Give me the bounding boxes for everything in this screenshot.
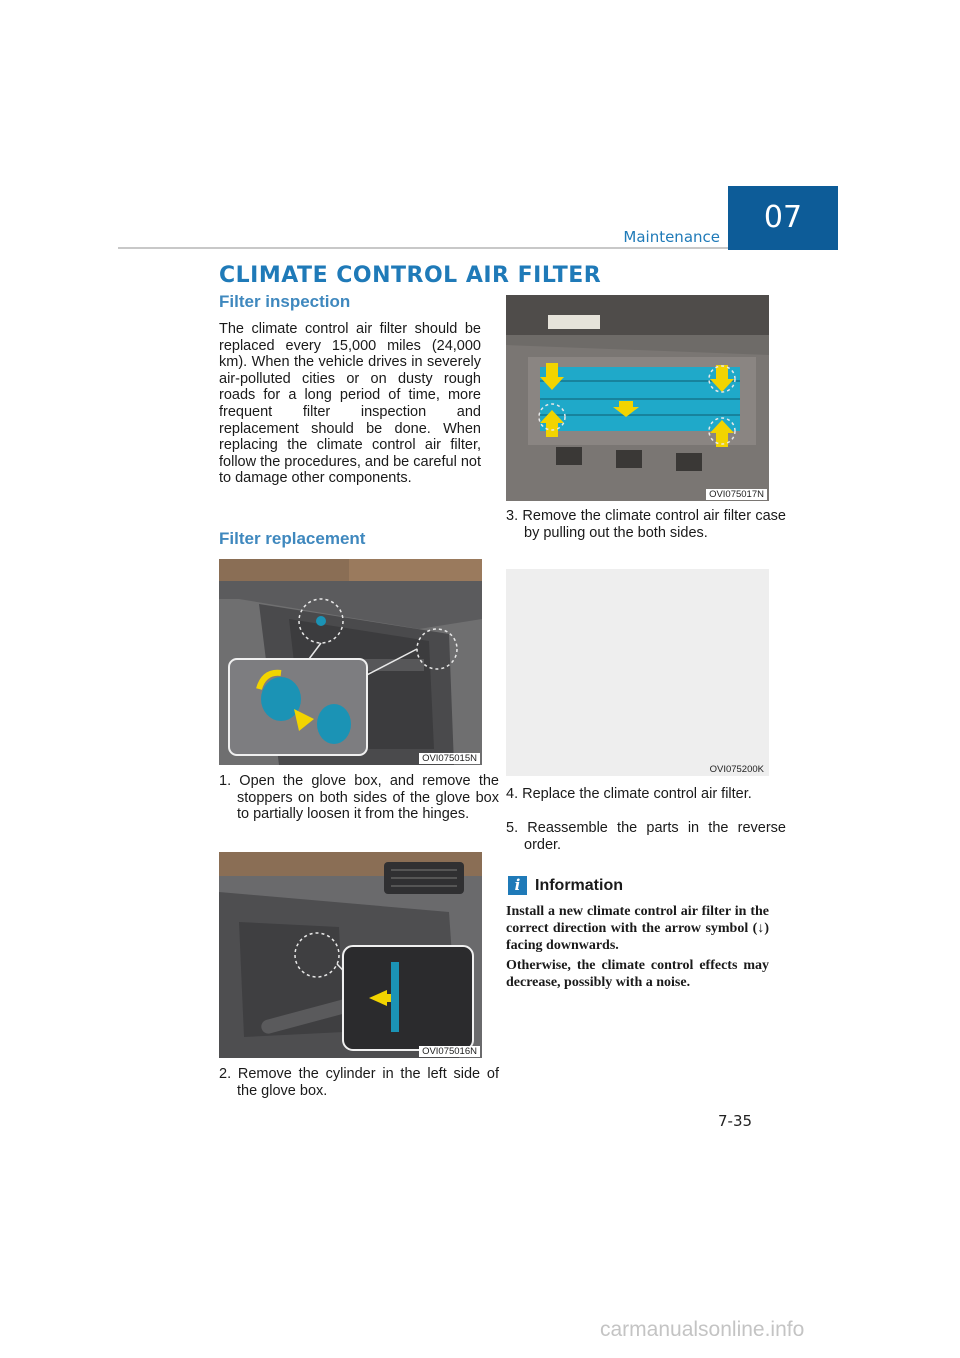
chapter-tab xyxy=(728,186,838,250)
info-paragraph-1: Install a new climate control air filter in the correct direction with the arrow symbol (↓) facing downwards. xyxy=(506,904,769,953)
figure-glove-box-stoppers xyxy=(219,559,482,765)
filter-case-illustration xyxy=(506,295,769,501)
info-title: Information xyxy=(535,877,623,894)
figure-2-caption: OVI075016N xyxy=(419,1046,480,1057)
chapter-number: 07 xyxy=(763,200,803,235)
section-name: Maintenance xyxy=(623,228,720,246)
inspection-text: The climate control air filter should be replaced every 15,000 miles (24,000 km). When the vehicle drives in severely air-polluted cities or on dusty rough roads for a long period of time, more frequent filter inspection and replacement should be done. When replacing the climate control air filter, follow the procedures, and be careful not to damage other components. xyxy=(219,321,481,487)
figure-3-caption: OVI075017N xyxy=(706,489,767,500)
step-4: 4. Replace the climate control air filter. xyxy=(506,786,752,802)
page-title: CLIMATE CONTROL AIR FILTER xyxy=(219,263,602,288)
header-rule xyxy=(118,247,728,249)
figure-4-caption: OVI075200K xyxy=(707,764,767,775)
inspection-heading: Filter inspection xyxy=(219,292,351,311)
info-icon: i xyxy=(508,876,527,895)
page-number: 7-35 xyxy=(718,1112,753,1130)
figure-filter-direction xyxy=(506,569,769,776)
replacement-heading: Filter replacement xyxy=(219,529,366,548)
step-1: 1. Open the glove box, and remove the stoppers on both sides of the glove box to partially loosen it from the hinges. xyxy=(219,773,499,823)
watermark: carmanualsonline.info xyxy=(600,1318,805,1341)
step-3: 3. Remove the climate control air filter case by pulling out the both sides. xyxy=(506,508,786,541)
figure-filter-case xyxy=(506,295,769,501)
info-paragraph-2: Otherwise, the climate control effects may decrease, possibly with a noise. xyxy=(506,958,769,990)
glove-box-stoppers-illustration xyxy=(219,559,482,765)
glove-box-cylinder-illustration xyxy=(219,852,482,1058)
step-5: 5. Reassemble the parts in the reverse order. xyxy=(506,820,786,853)
step-2: 2. Remove the cylinder in the left side of the glove box. xyxy=(219,1066,499,1099)
figure-1-caption: OVI075015N xyxy=(419,753,480,764)
figure-glove-box-cylinder xyxy=(219,852,482,1058)
